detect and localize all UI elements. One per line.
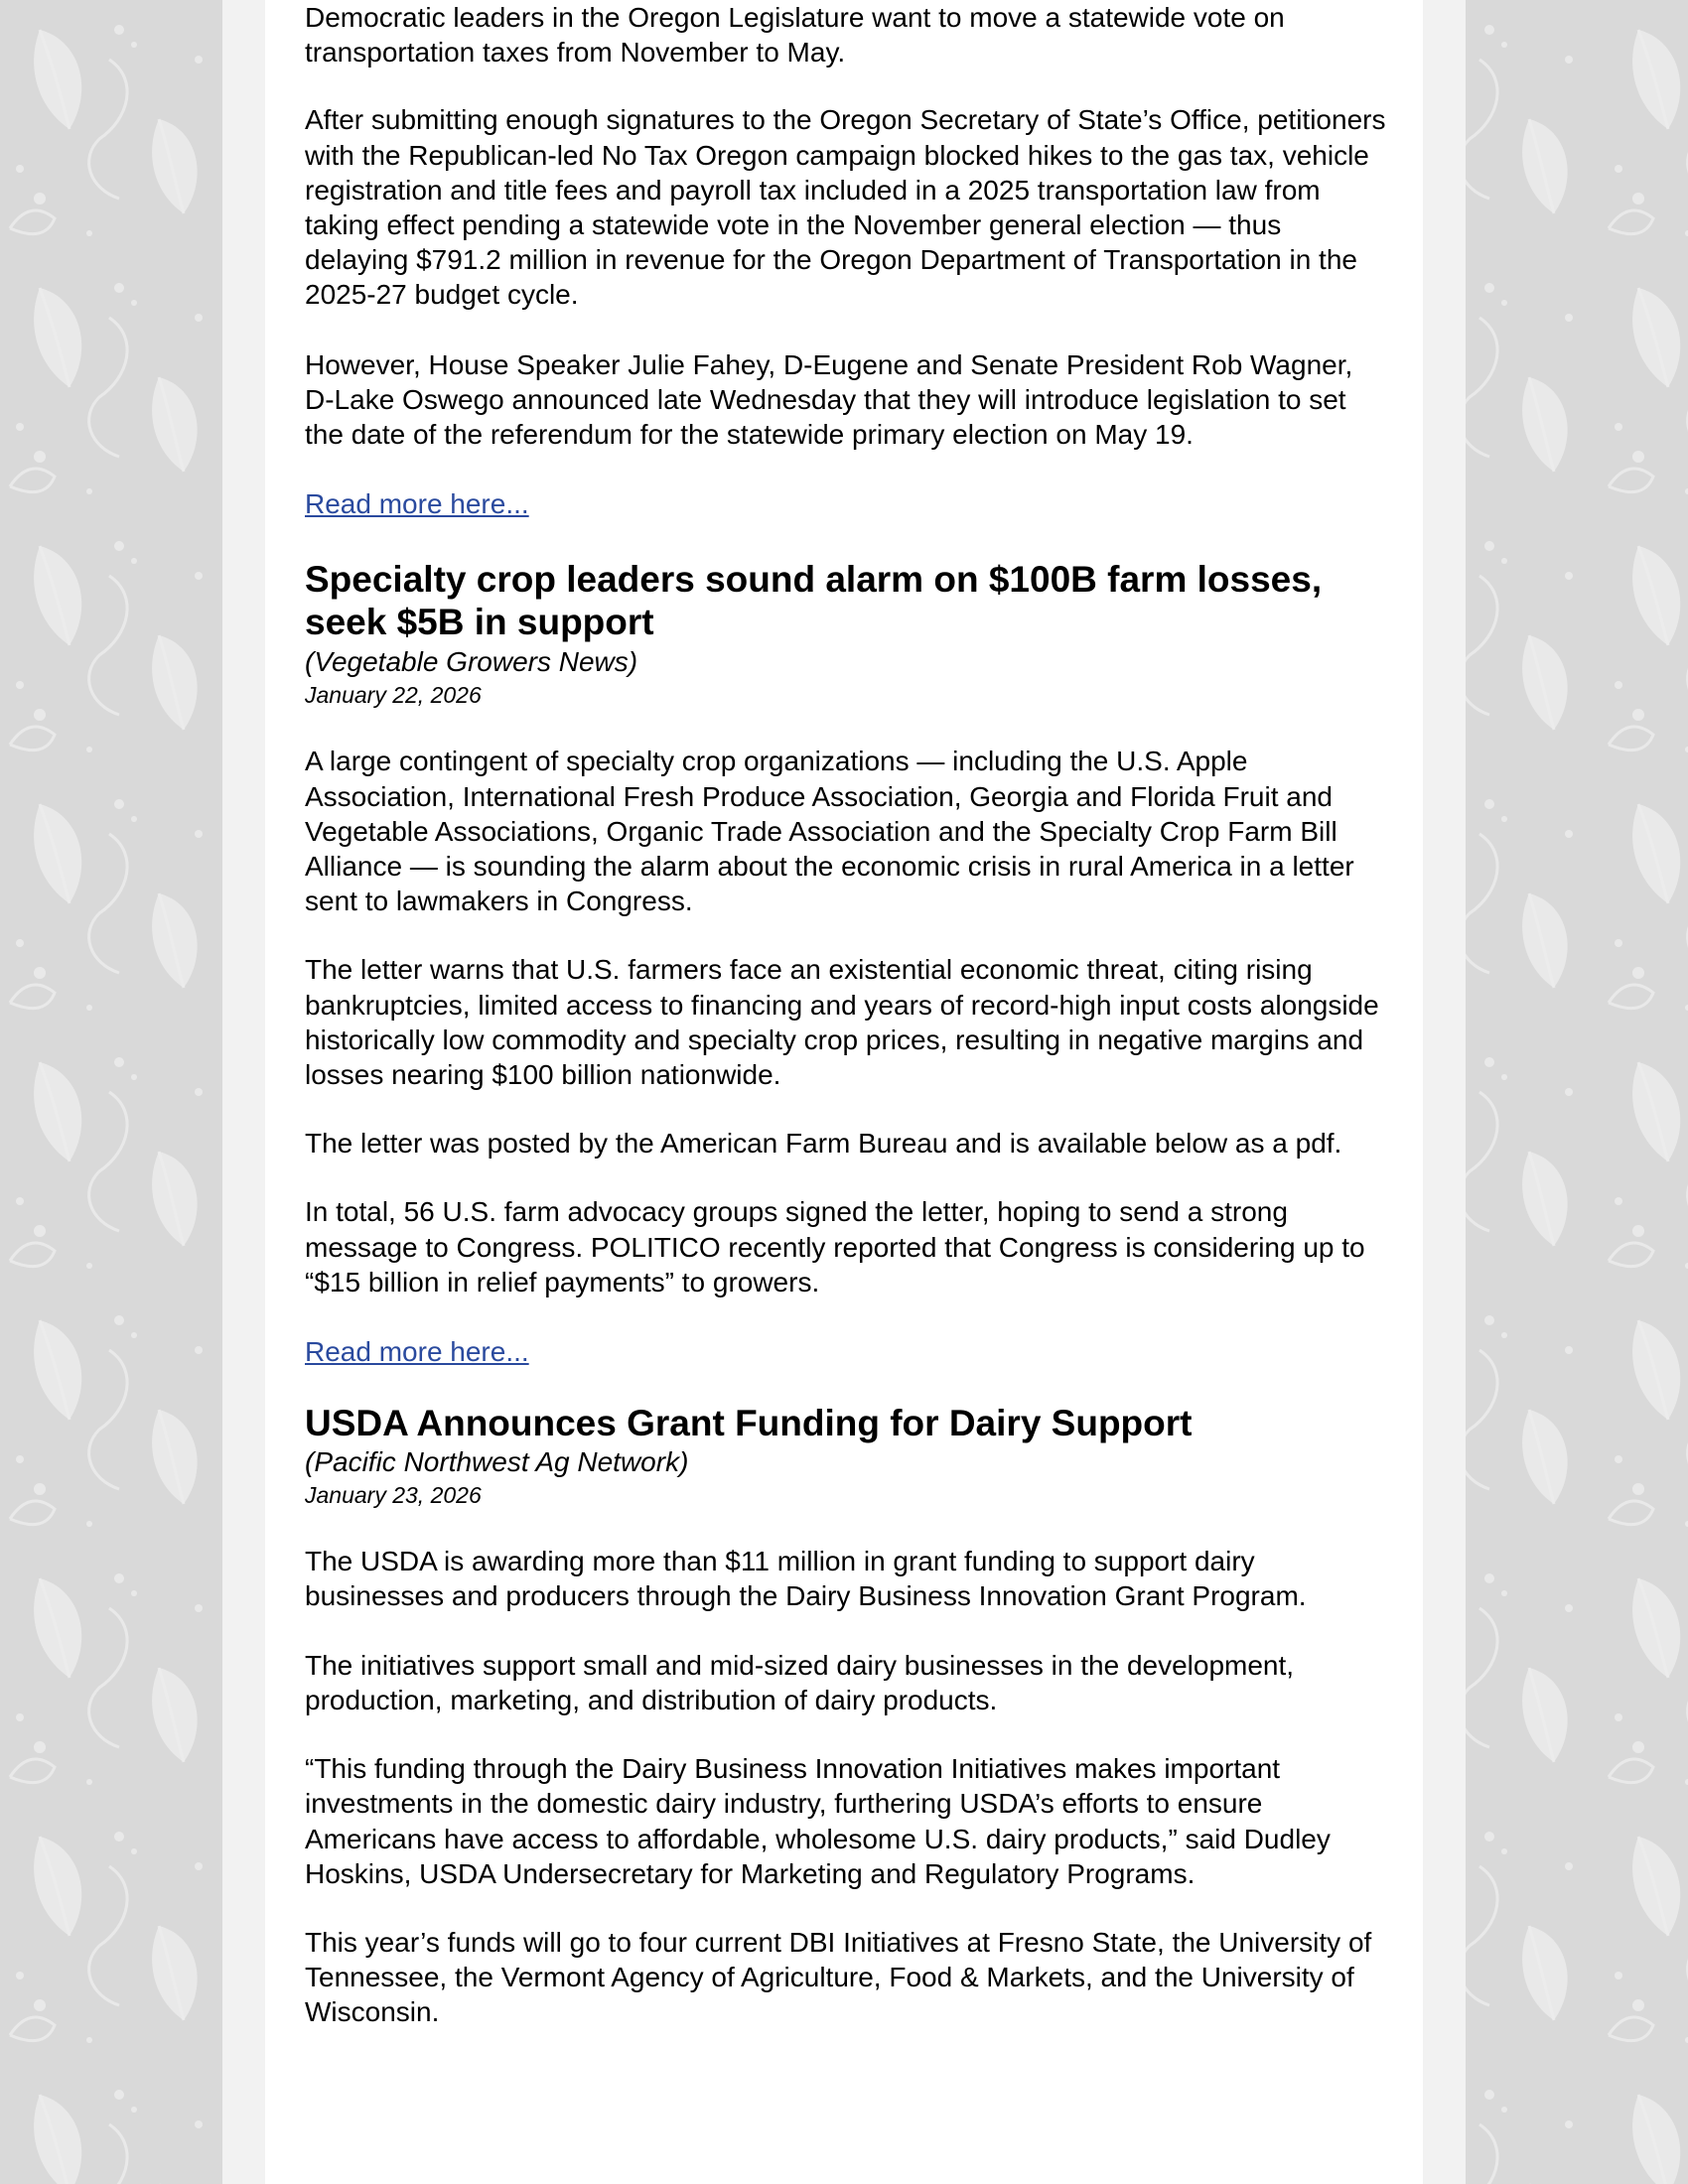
article-usda-dairy [305,1402,1387,2029]
article-date: January 23, 2026 [305,1482,482,1509]
article-paragraph: A large contingent of specialty crop organizations — including the U.S. Apple Association, International Fresh Produce Association, Georgia and Florida Fruit and Vegetable Associations, Organic Trade Association and the Specialty Crop Farm Bill Alliance — is sounding the alarm about the economic crisis in rural America in a letter sent to lawmakers in Congress. [305,746,1354,917]
article-paragraph: This year’s funds will go to four current DBI Initiatives at Fresno State, the University of Tennessee, the Vermont Agency of Agriculture, Food & Markets, and the University of Wisconsin. [305,1926,1372,2028]
article-source: (Pacific Northwest Ag Network) [305,1446,689,1478]
article-paragraph: Democratic leaders in the Oregon Legislature want to move a statewide vote on transportation taxes from November to May. [305,2,1285,68]
article-source: (Vegetable Growers News) [305,646,638,678]
article-specialty-crop [305,558,1387,1369]
article-paragraph: The letter was posted by the American Farm Bureau and is available below as a pdf. [305,1128,1342,1160]
read-more-link[interactable]: Read more here... [305,1336,529,1368]
article-paragraph: The initiatives support small and mid-sized dairy businesses in the development, production, marketing, and distribution of dairy products. [305,1649,1295,1715]
article-paragraph: In total, 56 U.S. farm advocacy groups signed the letter, hoping to send a strong message to Congress. POLITICO recently reported that Congress is considering up to “$15 billion in relief payments” to growers. [305,1196,1365,1297]
read-more-link[interactable]: Read more here... [305,488,529,520]
article-title[interactable]: Specialty crop leaders sound alarm on $100B farm losses, seek $5B in support [305,559,1323,643]
article-title[interactable]: USDA Announces Grant Funding for Dairy Support [305,1403,1193,1444]
article-paragraph: The letter warns that U.S. farmers face an existential economic threat, citing rising bankruptcies, limited access to financing and years of record-high input costs alongside historically low commodity and specialty crop prices, resulting in negative margins and losses nearing $100 billion nationwide. [305,954,1379,1091]
newsletter-content [305,0,1387,2030]
article-paragraph: The USDA is awarding more than $11 million in grant funding to support dairy businesses and producers through the Dairy Business Innovation Grant Program. [305,1546,1307,1612]
article-paragraph: “This funding through the Dairy Business Innovation Initiatives makes important investments in the domestic dairy industry, furthering USDA’s efforts to ensure Americans have access to affordable, wholesome U.S. dairy products,” said Dudley Hoskins, USDA Undersecretary for Marketing and Regulatory Programs. [305,1753,1331,1889]
article-paragraph: However, House Speaker Julie Fahey, D-Eugene and Senate President Rob Wagner, D-Lake Oswego announced late Wednesday that they will introduce legislation to set the date of the referendum for the statewide primary election on May 19. [305,348,1353,451]
article-paragraph: After submitting enough signatures to the Oregon Secretary of State’s Office, petitioners with the Republican-led No Tax Oregon campaign blocked hikes to the gas tax, vehicle registration and title fees and payroll tax included in a 2025 transportation law from taking effect pending a statewide vote in the November general election — thus delaying $791.2 million in revenue for the Oregon Department of Transportation in the 2025-27 budget cycle. [305,104,1386,311]
article-date: January 22, 2026 [305,682,482,709]
